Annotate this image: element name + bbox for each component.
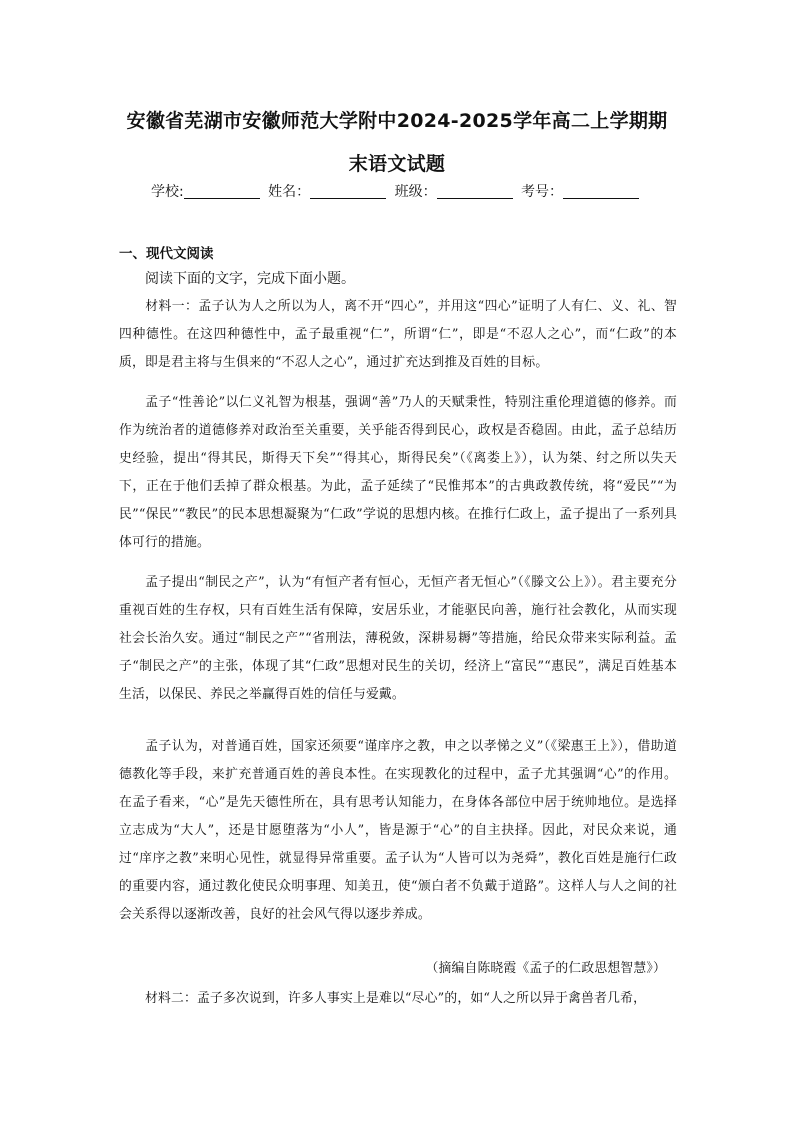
exam-title-line-1: 安徽省芜湖市安徽师范大学附中2024-2025学年高二上学期期 xyxy=(126,110,668,132)
source-citation: （摘编自陈晓霞《孟子的仁政思想智慧》） xyxy=(425,961,666,976)
school-label: 学校: xyxy=(150,184,184,200)
reading-instruction: 阅读下面的文字，完成下面小题。 xyxy=(145,271,355,287)
paragraph-text: 材料一：孟子认为人之所以为人，离不开“四心”，并用这“四心”证明了人有仁、义、礼、智四种德性。在这四种德性中，孟子最重视“仁”，所谓“仁”，即是“不忍人之心”，而“仁政”的本质，即是君主将与生俱来的“不忍人之心”，通过扩充达到推及百姓的目标。 xyxy=(119,299,677,370)
name-label: 姓名： xyxy=(268,184,311,200)
exam-number-blank[interactable] xyxy=(563,184,639,199)
paragraph-material-one xyxy=(119,293,677,377)
paragraph-text: 孟子认为，对普通百姓，国家还须要“谨庠序之教，申之以孝悌之义”（《梁惠王上》），借助道德教化等手段，来扩充普通百姓的善良本性。在实现教化的过程中，孟子尤其强调“心”的作用。在孟子看来，“心”是先天德性所在，具有思考认知能力，在身体各部位中居于统帅地位。是选择立志成为“大人”，还是甘愿堕落为“小人”，皆是源于“心”的自主抉择。因此，对民众来说，通过“庠序之教”来明心见性，就显得异常重要。孟子认为“人皆可以为尧舜”，教化百姓是施行仁政的重要内容，通过教化使民众明事理、知美丑，使“颁白者不负戴于道路”。这样人与人之间的社会关系得以逐渐改善，良好的社会风气得以逐步养成。 xyxy=(119,739,677,922)
paragraph-text: 孟子提出“制民之产”，认为“有恒产者有恒心，无恒产者无恒心”（《滕文公上》）。君主要充分重视百姓的生存权，只有百姓生活有保障，安居乐业，才能驱民向善，施行社会教化，从而实现社会长治久安。通过“制民之产”“省刑法，薄税敛，深耕易耨”等措施，给民众带来实际利益。孟子“制民之产”的主张，体现了其“仁政”思想对民生的关切，经济上“富民”“惠民”，满足百姓基本生活，以保民、养民之举赢得百姓的信任与爱戴。 xyxy=(119,575,677,702)
class-blank[interactable] xyxy=(437,184,513,199)
section-heading: 一、现代文阅读 xyxy=(119,246,214,262)
student-info-row xyxy=(0,181,794,201)
paragraph-nature-goodness xyxy=(119,389,677,557)
paragraph-property xyxy=(119,569,677,709)
school-blank[interactable] xyxy=(184,184,260,199)
class-label: 班级： xyxy=(394,184,437,200)
paragraph-text: 孟子“性善论”以仁义礼智为根基，强调“善”乃人的天赋秉性，特别注重伦理道德的修养。而作为统治者的道德修养对政治至关重要，关乎能否得到民心，政权是否稳固。由此，孟子总结历史经验，提出“得其民，斯得天下矣”“得其心，斯得民矣”（《离娄上》），认为桀、纣之所以失天下，正在于他们丢掉了群众根基。为此，孟子延续了“民惟邦本”的古典政教传统，将“爱民”“为民”“保民”“教民”的民本思想凝聚为“仁政”学说的思想内核。在推行仁政上，孟子提出了一系列具体可行的措施。 xyxy=(119,395,677,550)
exam-title-line-2: 末语文试题 xyxy=(348,153,446,175)
paragraph-material-two xyxy=(119,985,677,1013)
paragraph-education xyxy=(119,733,677,929)
name-blank[interactable] xyxy=(310,184,386,199)
paragraph-text: 材料二：孟子多次说到，许多人事实上是难以“尽心”的，如“人之所以异于禽兽者几希， xyxy=(145,991,647,1006)
exam-number-label: 考号： xyxy=(521,184,564,200)
